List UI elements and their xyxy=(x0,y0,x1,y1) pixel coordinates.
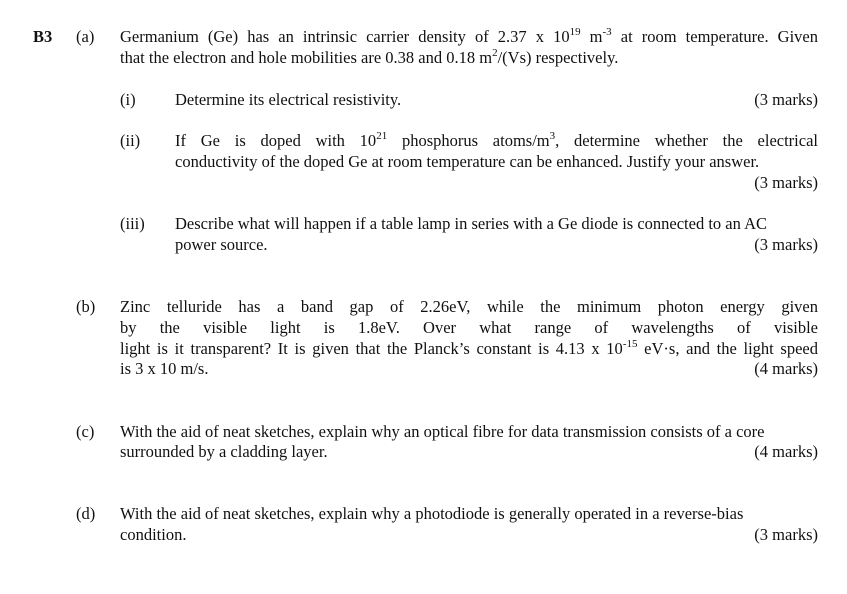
subpart-iii-label: (iii) xyxy=(120,214,145,233)
subpart-i-marks: (3 marks) xyxy=(754,90,818,109)
part-b-line-1: Zinc telluride has a band gap of 2.26eV, while the minimum photon energy given xyxy=(120,297,818,316)
subpart-iii-line-2: power source. xyxy=(175,235,268,254)
part-c-line-1: With the aid of neat sketches, explain why an optical fibre for data transmission consists of a core xyxy=(120,422,765,441)
part-d-marks: (3 marks) xyxy=(754,525,818,544)
question-number: B3 xyxy=(33,27,53,46)
part-a-line-2: that the electron and hole mobilities are 0.38 and 0.18 $m^2/(Vs)$ respectively. xyxy=(120,46,619,67)
part-c-line-2: surrounded by a cladding layer. xyxy=(120,442,328,461)
subpart-ii-marks: (3 marks) xyxy=(754,173,818,192)
part-a-line-1: Germanium (Ge) has an intrinsic carrier density of 2.37 x $10^{19}$ $m^{-3}$ at room temperature. Given xyxy=(120,25,818,46)
subpart-i-line-1: Determine its electrical resistivity. xyxy=(175,90,402,109)
part-d-line-2: condition. xyxy=(120,525,187,544)
part-d-label: (d) xyxy=(76,504,96,523)
part-d-line-1: With the aid of neat sketches, explain why a photodiode is generally operated in a reverse-bias xyxy=(120,504,744,523)
part-b-line-3: light is it transparent? It is given that the Planck’s constant is 4.13 x $10^{-15}$ eV·s, and the light speed xyxy=(120,337,818,358)
part-b-line-2: by the visible light is 1.8eV. Over what range of wavelengths of visible xyxy=(120,318,818,337)
subpart-i-label: (i) xyxy=(120,90,136,109)
subpart-ii-line-1: If Ge is doped with $10^{21}$ phosphorus atoms/$m^3$, determine whether the electrical xyxy=(175,129,818,150)
part-c-label: (c) xyxy=(76,422,95,441)
part-a-label: (a) xyxy=(76,27,95,46)
part-b-line-4: is 3 x 10 m/s. xyxy=(120,359,209,378)
subpart-ii-label: (ii) xyxy=(120,131,141,150)
subpart-ii-line-2: conductivity of the doped Ge at room temperature can be enhanced. Justify your answer. xyxy=(175,152,760,171)
part-b-label: (b) xyxy=(76,297,96,316)
subpart-iii-marks: (3 marks) xyxy=(754,235,818,254)
subpart-iii-line-1: Describe what will happen if a table lamp in series with a Ge diode is connected to an AC xyxy=(175,214,767,233)
part-c-marks: (4 marks) xyxy=(754,442,818,461)
part-b-marks: (4 marks) xyxy=(754,359,818,378)
